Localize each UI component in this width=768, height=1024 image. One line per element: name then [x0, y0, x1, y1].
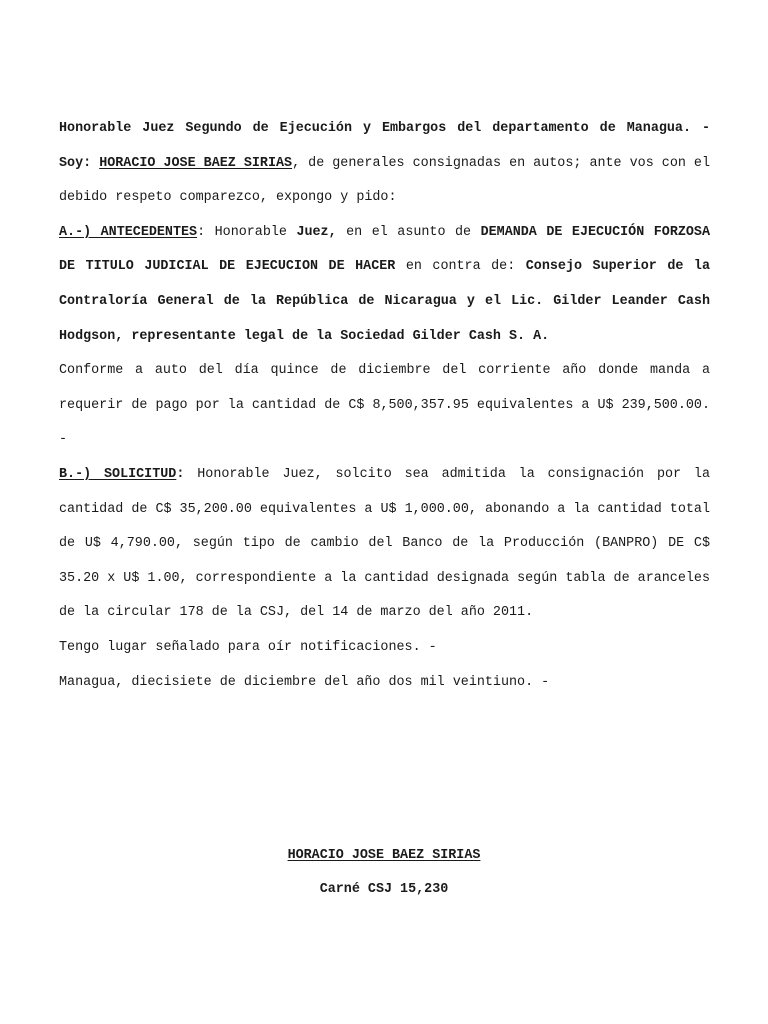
paragraph-fecha: Managua, diecisiete de diciembre del año dos mil veintiuno. -: [59, 674, 550, 690]
paragraph-salutation: [59, 112, 710, 216]
paragraph-notificaciones: Tengo lugar señalado para oír notificaciones. -: [59, 639, 437, 655]
demanda-title: DEMANDA DE EJECUCIÓN FORZOSA DE TITULO JUDICIAL DE EJECUCION DE HACER: [59, 224, 710, 275]
antecedentes-text-2: en el asunto de: [336, 224, 481, 240]
signature-name-text: HORACIO JOSE BAEZ SIRIAS: [287, 848, 481, 863]
solicitud-colon: :: [176, 466, 185, 482]
document-body: [59, 112, 710, 700]
paragraph-auto: Conforme a auto del día quince de diciembre del corriente año donde manda a requerir de pago por la cantidad de C$ 8,500,357.95 equivalentes a U$ 239,500.00. -: [59, 363, 710, 448]
antecedentes-juez: Juez,: [296, 224, 337, 240]
paragraph-solicitud: [59, 458, 710, 631]
salutation-lead: Honorable Juez Segundo de Ejecución y Embargos del departamento de Managua. - Soy:: [59, 121, 710, 171]
antecedentes-colon: :: [197, 224, 206, 240]
signature-name: [0, 848, 768, 863]
antecedentes-text-1: Honorable: [205, 224, 297, 240]
antecedentes-heading: A.-) ANTECEDENTES: [59, 224, 198, 240]
defendant-parties: Consejo Superior de la Contraloría General de la República de Nicaragua y el Lic. Gilder Leander Cash Hodgson, representante legal de la Sociedad Gilder Cash S. A.: [59, 259, 710, 344]
solicitud-heading: B.-) SOLICITUD: [59, 466, 177, 482]
paragraph-antecedentes: [59, 216, 710, 354]
solicitud-text: Honorable Juez, solcito sea admitida la consignación por la cantidad de C$ 35,200.00 equivalentes a U$ 1,000.00, abonando a la cantidad total de U$ 4,790.00, según tipo de cambio del Banco de la Producción (BANPRO) DE C$ 35.20 x U$ 1.00, correspondiente a la cantidad designada según tabla de aranceles de la circular 178 de la CSJ, del 14 de marzo del año 2011.: [59, 466, 710, 621]
antecedentes-text-3: en contra de:: [395, 259, 526, 275]
salutation-rest: , de generales consignadas en autos; ante vos con el debido respeto comparezco, expongo y pido:: [59, 155, 710, 206]
petitioner-name: HORACIO JOSE BAEZ SIRIAS: [99, 155, 293, 171]
signature-carne: Carné CSJ 15,230: [319, 882, 449, 897]
